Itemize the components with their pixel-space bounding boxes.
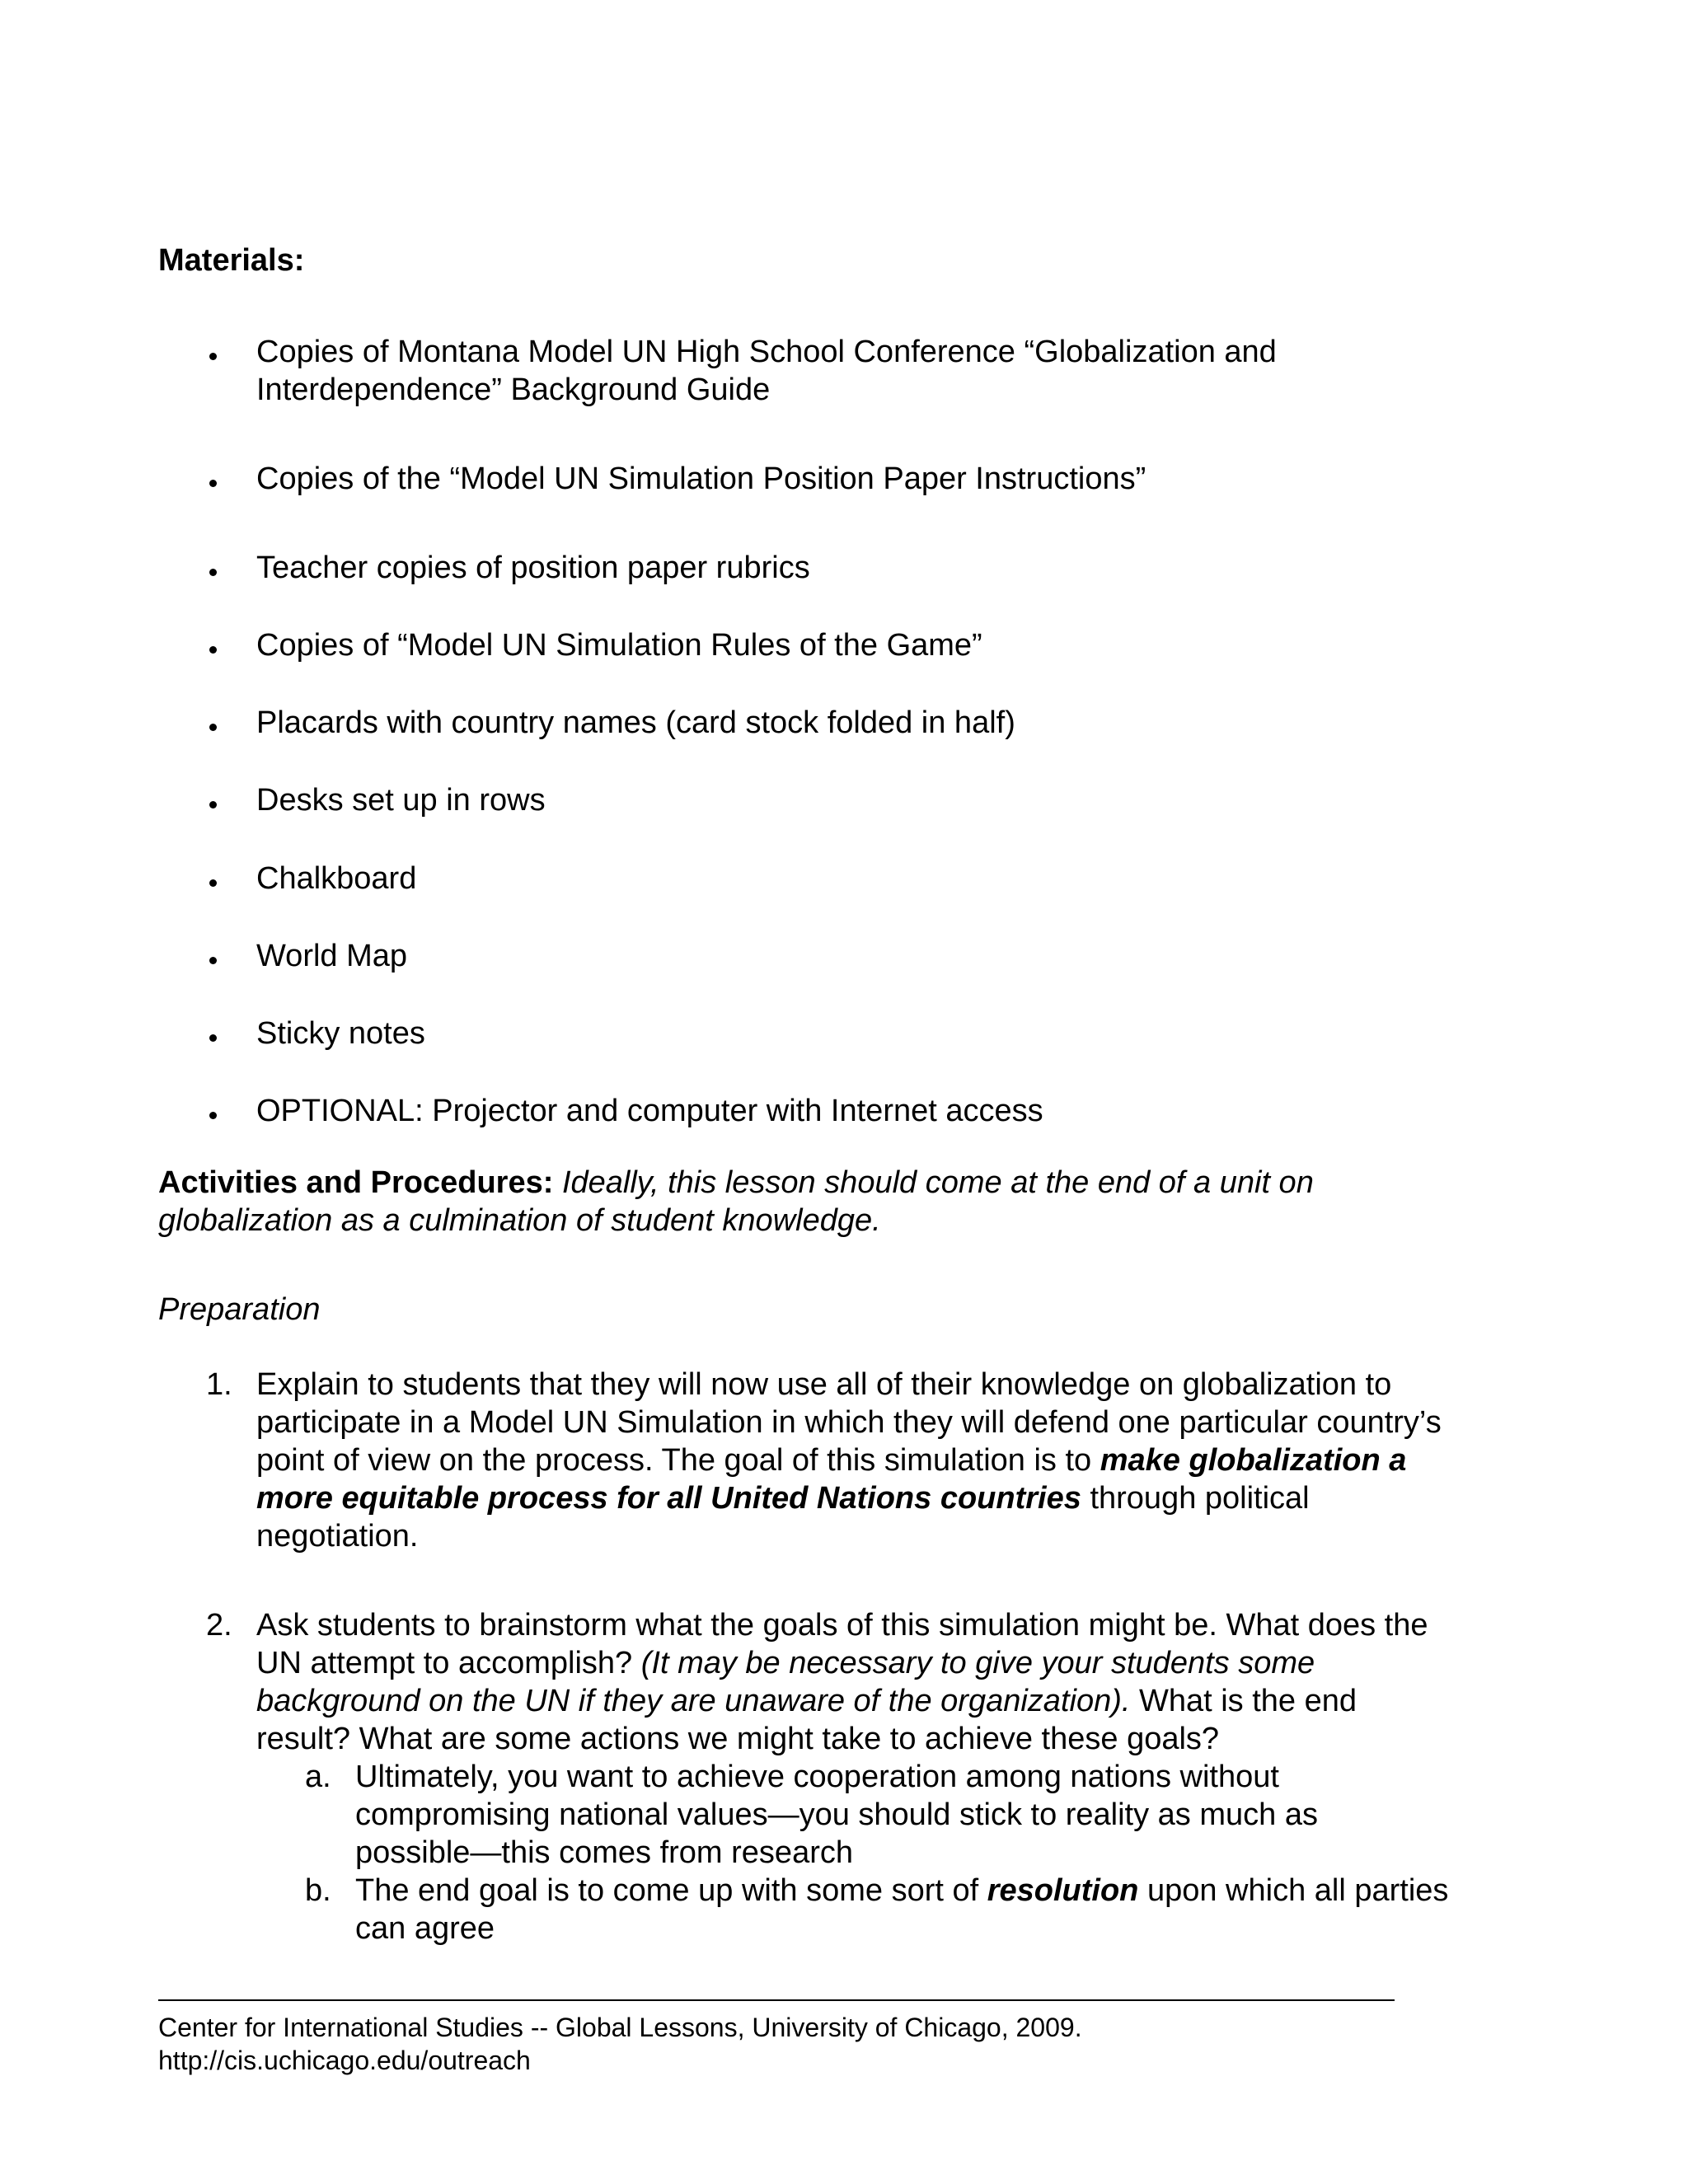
step-number: 2. <box>206 1608 232 1643</box>
materials-heading: Materials: <box>158 243 305 278</box>
step1-line: negotiation. <box>256 1519 419 1554</box>
step2-italic: (It may be necessary to give your students some <box>640 1646 1315 1680</box>
sub-b-emphasis: resolution <box>987 1873 1139 1908</box>
step2-text: What is the end <box>1130 1684 1357 1718</box>
bullet-icon <box>209 957 217 964</box>
step2-line: result? What are some actions we might take to achieve these goals? <box>256 1722 1220 1756</box>
list-item: Copies of the “Model UN Simulation Position Paper Instructions” <box>256 462 1146 496</box>
sub-b-line <box>355 1872 1448 1910</box>
step1-emphasis: make globalization a <box>1100 1443 1407 1478</box>
step1-line: participate in a Model UN Simulation in which they will defend one particular country’s <box>256 1405 1442 1440</box>
step2-text: UN attempt to accomplish? <box>256 1646 641 1680</box>
step1-text: through political <box>1081 1481 1310 1516</box>
list-item: Chalkboard <box>256 861 417 896</box>
activities-intro-cont: globalization as a culmination of student knowledge. <box>158 1203 881 1238</box>
sub-a-line: Ultimately, you want to achieve cooperation among nations without <box>355 1760 1279 1794</box>
sub-letter: a. <box>305 1760 331 1794</box>
bullet-icon <box>209 353 217 360</box>
list-item: Placards with country names (card stock folded in half) <box>256 705 1015 740</box>
step1-line <box>256 1441 1406 1479</box>
footer-url: http://cis.uchicago.edu/outreach <box>158 2046 531 2075</box>
sub-a-line: compromising national values—you should stick to reality as much as <box>355 1797 1318 1832</box>
bullet-icon <box>209 569 217 576</box>
sub-letter: b. <box>305 1873 331 1908</box>
preparation-title: Preparation <box>158 1292 321 1327</box>
bullet-icon <box>209 1034 217 1042</box>
list-item: Copies of Montana Model UN High School Conference “Globalization and <box>256 335 1277 369</box>
sub-a-line: possible—this comes from research <box>355 1835 853 1870</box>
step1-emphasis: more equitable process for all United Nations countries <box>256 1481 1081 1516</box>
bullet-icon <box>209 724 217 731</box>
sub-b-line: can agree <box>355 1911 495 1946</box>
step1-line <box>256 1479 1310 1517</box>
step2-italic: background on the UN if they are unaware of the organization). <box>256 1684 1131 1718</box>
sub-b-text: The end goal is to come up with some sort of <box>355 1873 987 1908</box>
footer-credit: Center for International Studies -- Global Lessons, University of Chicago, 2009. <box>158 2013 1082 2042</box>
bullet-icon <box>209 801 217 808</box>
bullet-icon <box>209 480 217 487</box>
step1-text: point of view on the process. The goal of this simulation is to <box>256 1443 1100 1478</box>
step1-line: Explain to students that they will now use all of their knowledge on globalization to <box>256 1367 1392 1402</box>
list-item: Interdependence” Background Guide <box>256 373 771 407</box>
activities-paragraph <box>158 1164 1314 1202</box>
footer-divider <box>158 1999 1395 2001</box>
list-item: OPTIONAL: Projector and computer with Internet access <box>256 1094 1043 1128</box>
bullet-icon <box>209 879 217 887</box>
activities-intro: Ideally, this lesson should come at the end of a unit on <box>561 1165 1314 1200</box>
list-item: Copies of “Model UN Simulation Rules of the Game” <box>256 628 982 663</box>
list-item: World Map <box>256 939 408 973</box>
step2-line <box>256 1682 1357 1720</box>
step2-line <box>256 1644 1315 1682</box>
list-item: Sticky notes <box>256 1016 425 1051</box>
step-number: 1. <box>206 1367 232 1402</box>
sub-b-text: upon which all parties <box>1138 1873 1449 1908</box>
step2-line: Ask students to brainstorm what the goals of this simulation might be. What does the <box>256 1608 1428 1643</box>
list-item: Teacher copies of position paper rubrics <box>256 551 810 585</box>
bullet-icon <box>209 1112 217 1119</box>
bullet-icon <box>209 646 217 654</box>
list-item: Desks set up in rows <box>256 783 546 818</box>
activities-label: Activities and Procedures: <box>158 1165 554 1200</box>
